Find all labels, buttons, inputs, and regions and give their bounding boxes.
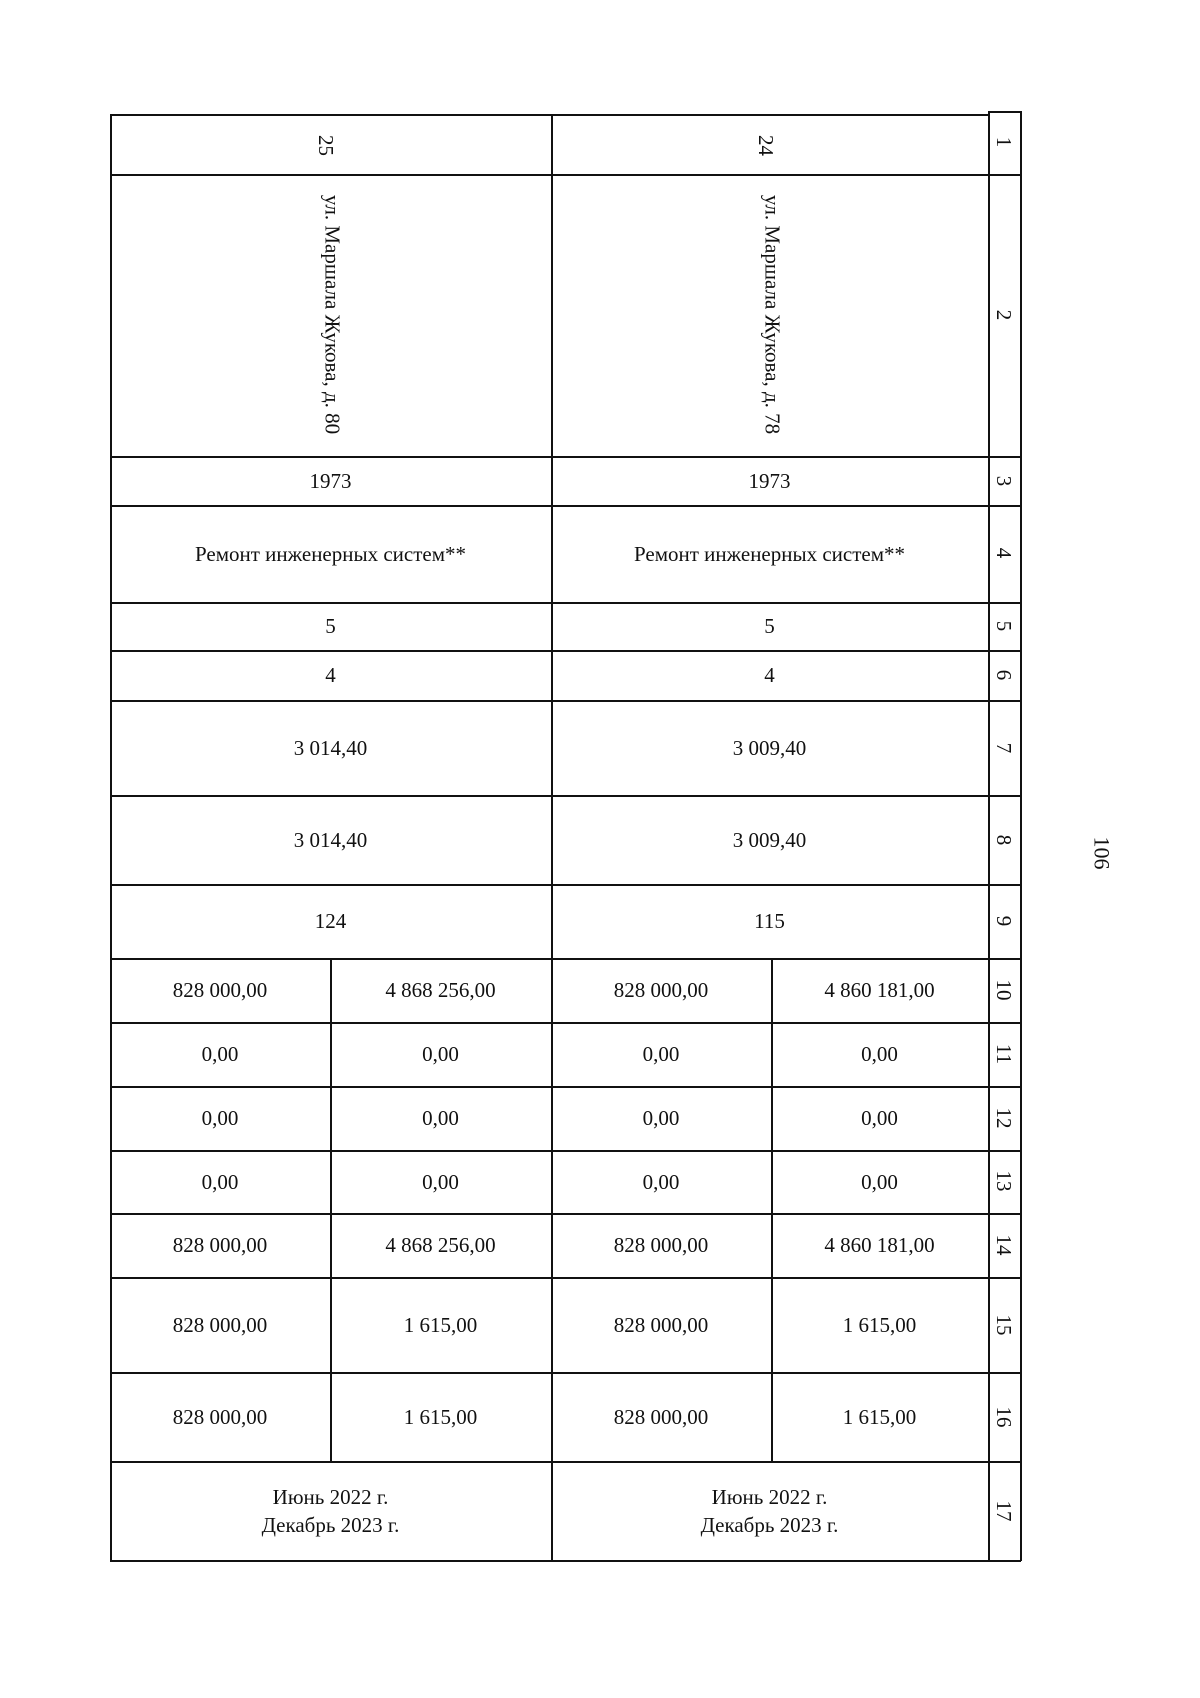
cost-cell: 828 000,00 [172, 1404, 268, 1429]
cost-cell: 0,00 [861, 1169, 898, 1194]
cost-cell: 828 000,00 [613, 1404, 709, 1429]
cost-cell: 0,00 [201, 1169, 239, 1194]
cost-cell: 828 000,00 [613, 978, 709, 1002]
cost-cell: 828 000,00 [172, 1312, 268, 1337]
floors: 5 [325, 614, 336, 638]
cost-cell: 828 000,00 [172, 1233, 268, 1257]
residents: 115 [754, 909, 785, 933]
living-area: 3 009,40 [732, 827, 807, 852]
cost-cell: 0,00 [201, 1106, 239, 1130]
cost-cell: 0,00 [861, 1106, 898, 1130]
period-end: Декабрь 2023 г. [700, 1512, 839, 1537]
work-type: Ремонт инженерных систем** [194, 541, 467, 566]
address: ул. Маршала Жукова, д. 80 [320, 194, 345, 435]
period-cell [551, 1461, 988, 1560]
residents: 124 [314, 909, 347, 933]
period-cell [110, 1461, 551, 1560]
total-area: 3 014,40 [293, 735, 368, 760]
column-number: 3 [992, 475, 1016, 487]
cost-cell: 0,00 [861, 1042, 898, 1066]
cost-cell: 4 860 181,00 [824, 1233, 935, 1257]
entrances: 4 [764, 663, 775, 687]
column-number: 14 [992, 1234, 1016, 1256]
column-number: 11 [992, 1043, 1016, 1065]
period-start: Июнь 2022 г. [272, 1484, 389, 1509]
cost-cell: 828 000,00 [613, 1233, 709, 1257]
living-area: 3 014,40 [293, 827, 368, 852]
cost-cell: 0,00 [422, 1169, 459, 1194]
period-start: Июнь 2022 г. [711, 1484, 828, 1509]
entrances: 4 [325, 663, 336, 687]
build-year: 1973 [748, 468, 791, 493]
column-number: 6 [992, 669, 1016, 681]
record-number: 24 [754, 135, 778, 156]
total-area: 3 009,40 [732, 735, 807, 760]
cost-cell: 828 000,00 [172, 978, 268, 1002]
column-number: 1 [992, 136, 1016, 148]
cost-cell: 1 615,00 [842, 1404, 917, 1429]
column-number: 8 [992, 834, 1016, 846]
column-number: 17 [992, 1500, 1016, 1522]
cost-cell: 0,00 [422, 1042, 459, 1066]
build-year: 1973 [309, 468, 352, 493]
column-number: 16 [992, 1406, 1016, 1428]
cost-cell: 4 868 256,00 [385, 1233, 496, 1257]
work-type: Ремонт инженерных систем** [633, 541, 906, 566]
cost-cell: 1 615,00 [842, 1312, 917, 1337]
column-number: 15 [992, 1314, 1016, 1336]
column-number: 13 [992, 1170, 1016, 1192]
column-number: 2 [992, 309, 1016, 321]
cost-cell: 4 868 256,00 [385, 978, 496, 1002]
address: ул. Маршала Жукова, д. 78 [760, 194, 785, 435]
column-number: 10 [992, 979, 1016, 1001]
column-number: 5 [992, 620, 1016, 632]
page-number: 106 [1089, 836, 1115, 870]
column-number: 12 [992, 1107, 1016, 1129]
cost-cell: 0,00 [642, 1042, 680, 1066]
column-number: 4 [992, 547, 1016, 559]
cost-cell: 0,00 [642, 1106, 680, 1130]
cost-cell: 4 860 181,00 [824, 978, 935, 1002]
cost-cell: 0,00 [201, 1042, 239, 1066]
cost-cell: 0,00 [422, 1106, 459, 1130]
period-end: Декабрь 2023 г. [261, 1512, 400, 1537]
column-number: 7 [992, 742, 1016, 754]
cost-cell: 0,00 [642, 1169, 680, 1194]
column-number: 9 [992, 915, 1016, 927]
record-number: 25 [314, 135, 338, 156]
cost-cell: 1 615,00 [403, 1404, 478, 1429]
cost-cell: 1 615,00 [403, 1312, 478, 1337]
floors: 5 [764, 614, 775, 638]
cost-cell: 828 000,00 [613, 1312, 709, 1337]
